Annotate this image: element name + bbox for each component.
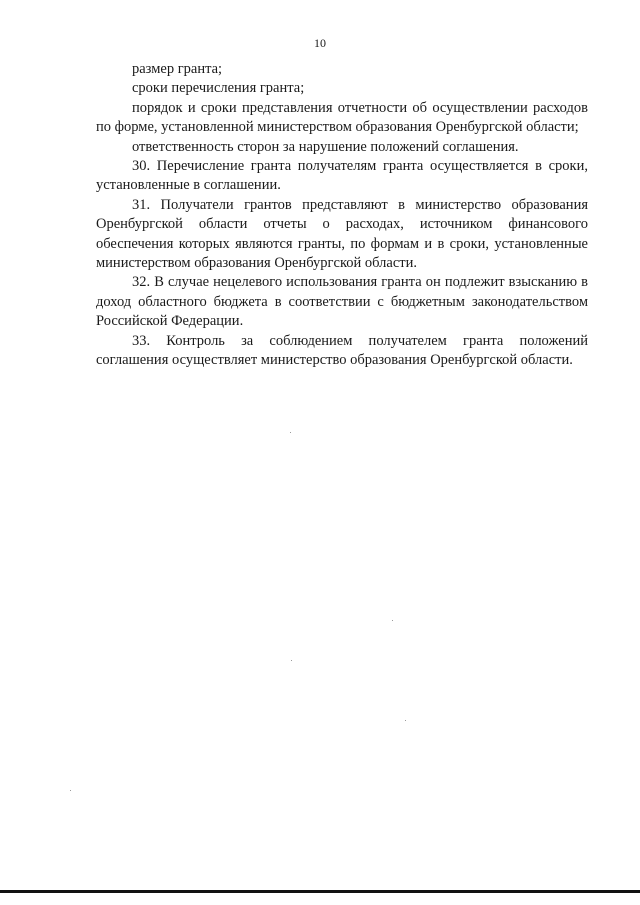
document-body bbox=[96, 60, 588, 371]
clause-33: 33. Контроль за соблюдением получателем гранта положений соглашения осуществляет министерство образования Оренбургской области. bbox=[96, 332, 588, 369]
clause-31: 31. Получатели грантов представляют в министерство образования Оренбургской области отчеты о расходах, источником финансового обеспечения которых являются гранты, по формам и в сроки, установленные министерством образования Оренбургской области. bbox=[96, 196, 588, 272]
clause-30: 30. Перечисление гранта получателям гранта осуществляется в сроки, установленные в соглашении. bbox=[96, 158, 588, 194]
scan-speck bbox=[392, 620, 393, 621]
list-item-liability: ответственность сторон за нарушение положений соглашения. bbox=[132, 138, 519, 155]
clause-32: 32. В случае нецелевого использования гранта он подлежит взысканию в доход областного бюджета в соответствии с бюджетным законодательством Российской Федерации. bbox=[96, 274, 588, 330]
list-item-grant-amount: размер гранта; bbox=[132, 61, 223, 77]
bottom-rule bbox=[0, 890, 640, 893]
list-item-reporting-procedure: порядок и сроки представления отчетности об осуществлении расходов по форме, установленной министерством образования Оренбургской области; bbox=[96, 99, 588, 136]
list-item-transfer-terms: сроки перечисления гранта; bbox=[132, 80, 305, 97]
scan-speck bbox=[291, 660, 292, 661]
scan-speck bbox=[405, 720, 406, 721]
page-number: 10 bbox=[314, 36, 326, 50]
scan-speck bbox=[290, 432, 291, 433]
scan-speck bbox=[70, 790, 71, 791]
